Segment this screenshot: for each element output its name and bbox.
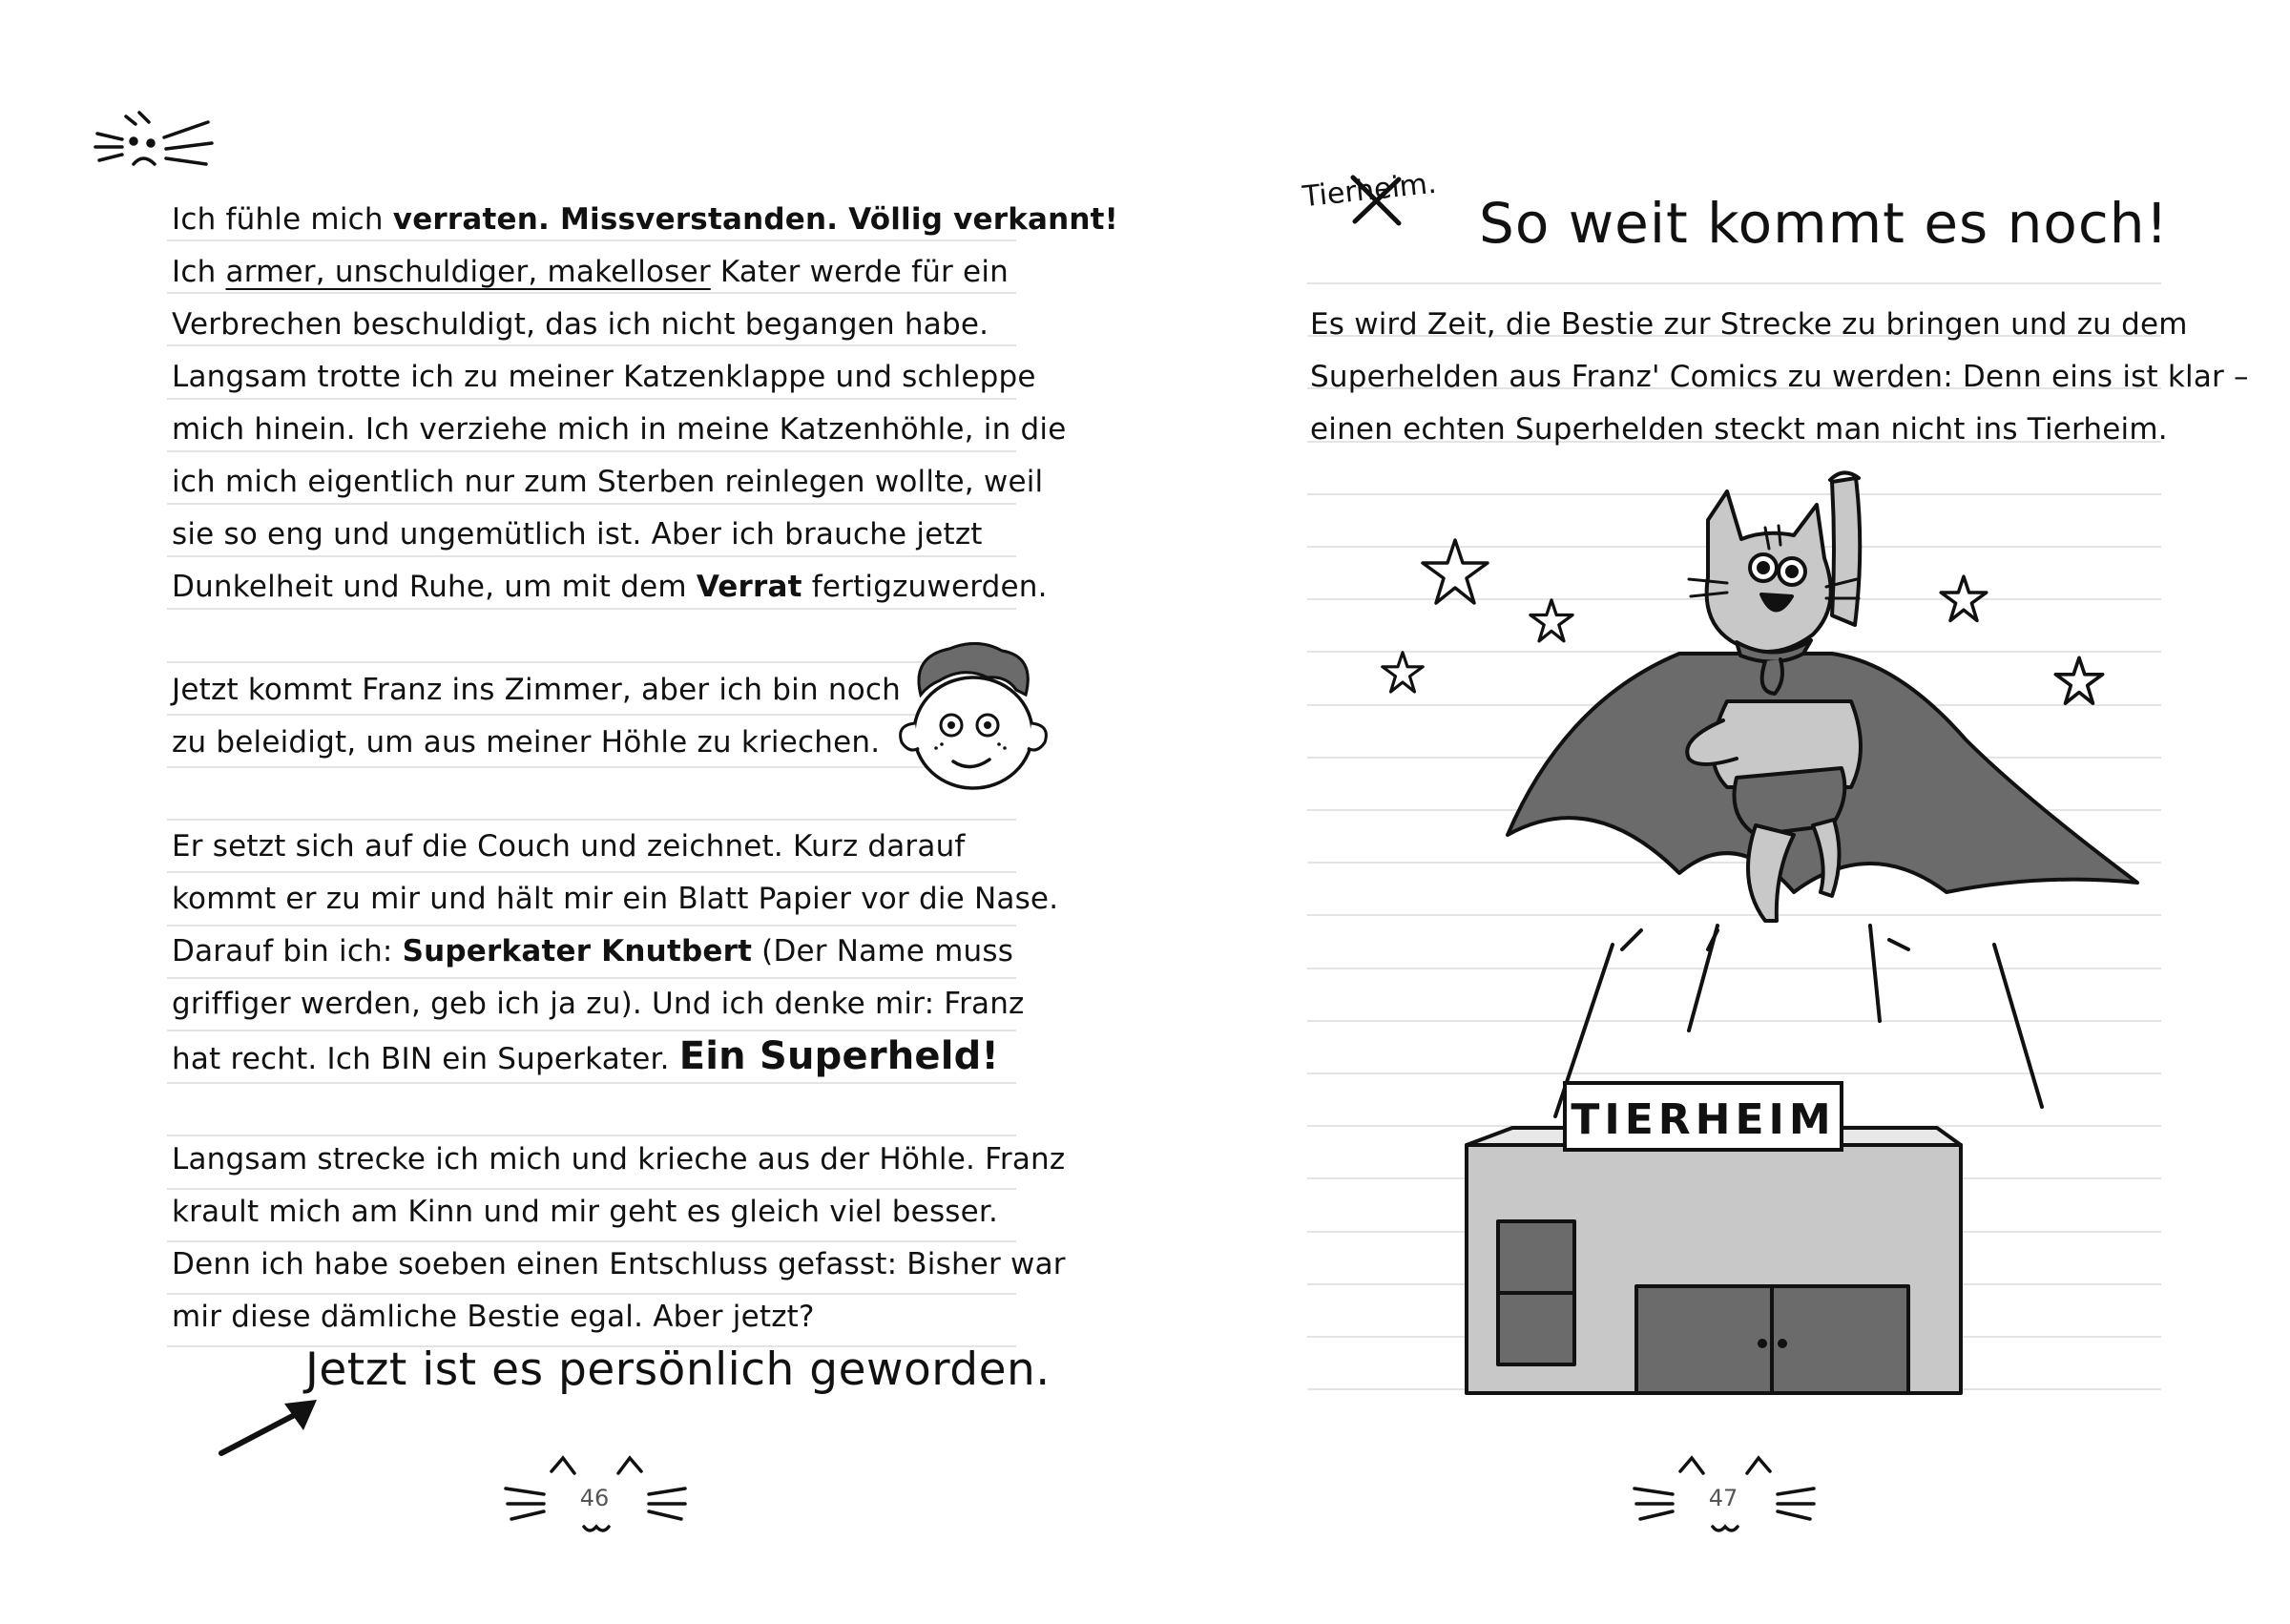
text-line [172, 410, 1066, 448]
ruled-line [167, 503, 1016, 505]
text-line [172, 827, 966, 865]
text-line [172, 515, 983, 553]
text-line [172, 1245, 1066, 1283]
text-line [1310, 410, 2168, 448]
arrow-icon [218, 1388, 323, 1465]
text-run: Es wird Zeit, die Bestie zur Strecke zu bringen und zu dem [1310, 307, 2188, 342]
right-page [1145, 0, 2290, 1624]
ruled-line [167, 239, 1016, 241]
ruled-line [167, 398, 1016, 400]
text-run: fertigzuwerden. [802, 570, 1048, 604]
text-run: sie so eng und ungemütlich ist. Aber ich brauche jetzt [172, 517, 983, 552]
text-line [172, 200, 1118, 239]
text-line [172, 305, 989, 344]
text-run: Darauf bin ich: [172, 934, 403, 968]
ruled-line [167, 450, 1016, 452]
ruled-line [167, 1293, 1016, 1295]
text-run: Kater werde für ein [710, 255, 1009, 289]
ruled-line [1307, 282, 2161, 284]
text-line [172, 671, 901, 709]
underlined-text: armer, unschuldiger, makelloser [225, 255, 711, 289]
superhero-cat-icon [1450, 472, 2137, 949]
grumpy-cat-face-icon [95, 105, 219, 200]
ruled-line [167, 925, 1016, 927]
text-line [172, 358, 1036, 396]
text-line [172, 253, 1009, 291]
text-run: ich mich eigentlich nur zum Sterben reinlegen wollte, weil [172, 465, 1044, 499]
ruled-line [167, 608, 1016, 610]
page-headline: So weit kommt es noch! [1479, 191, 2169, 256]
crossed-word: Tierheim. [1301, 166, 1439, 215]
text-line [172, 568, 1048, 606]
text-line [1310, 305, 2188, 344]
text-run: mir diese dämliche Bestie egal. Aber jetzt? [172, 1300, 815, 1334]
text-line [1310, 358, 2249, 396]
text-run: Superhelden aus Franz' Comics zu werden: Denn eins ist klar – [1310, 360, 2249, 394]
text-run: einen echten Superhelden steckt man nicht ins Tierheim. [1310, 412, 2168, 447]
text-line [172, 880, 1058, 918]
text-line [172, 932, 1013, 970]
text-run: zu beleidigt, um aus meiner Höhle zu kriechen. [172, 725, 881, 760]
text-run: Ich fühle mich [172, 202, 393, 237]
ruled-line [167, 1240, 1016, 1242]
text-line [172, 463, 1043, 501]
text-run: mich hinein. Ich verziehe mich in meine Katzenhöhle, in die [172, 412, 1067, 447]
ruled-line [167, 1135, 1016, 1136]
text-run: kommt er zu mir und hält mir ein Blatt Papier vor die Nase. [172, 882, 1059, 916]
text-run: Langsam strecke ich mich und krieche aus der Höhle. Franz [172, 1142, 1066, 1176]
ruled-line [167, 1030, 1016, 1031]
page-number: 47 [1708, 1485, 1738, 1511]
bold-text: verraten. Missverstanden. Völlig verkannt! [392, 202, 1119, 237]
text-run: Ich [172, 255, 226, 289]
ruled-line [167, 871, 1016, 873]
text-run: krault mich am Kinn und mir geht es gleich viel besser. [172, 1195, 999, 1229]
ruled-line [167, 1082, 1016, 1084]
text-line [172, 1193, 998, 1231]
text-line [172, 1298, 815, 1336]
text-line [172, 985, 1025, 1023]
emphasis-text: Ein Superheld! [678, 1034, 999, 1078]
text-run: hat recht. Ich BIN ein Superkater. [172, 1042, 679, 1076]
text-line [172, 723, 880, 761]
bold-text: Superkater Knutbert [402, 934, 753, 968]
text-run: griffiger werden, geb ich ja zu). Und ich denke mir: Franz [172, 987, 1025, 1021]
text-run: Dunkelheit und Ruhe, um mit dem [172, 570, 697, 604]
text-run: Verbrechen beschuldigt, das ich nicht begangen habe. [172, 307, 989, 342]
bold-text: Verrat [696, 570, 802, 604]
ruled-line [167, 555, 1016, 557]
text-line [172, 1034, 999, 1078]
building-sign: TIERHEIM [1571, 1095, 1836, 1144]
text-run: Er setzt sich auf die Couch und zeichnet. Kurz darauf [172, 829, 966, 864]
closing-line: Jetzt ist es persönlich geworden. [305, 1343, 1051, 1396]
ruled-line [167, 977, 1016, 979]
page-number: 46 [579, 1485, 610, 1511]
ruled-line [167, 344, 1016, 346]
ruled-line [167, 819, 1016, 821]
text-line [172, 1140, 1065, 1178]
text-run: Jetzt kommt Franz ins Zimmer, aber ich bin noch [172, 673, 901, 707]
franz-face-icon [883, 637, 1064, 800]
star-icon [1379, 649, 1426, 697]
ruled-line [167, 1188, 1016, 1190]
text-run: Langsam trotte ich zu meiner Katzenklappe und schleppe [172, 360, 1036, 394]
text-run: Denn ich habe soeben einen Entschluss gefasst: Bisher war [172, 1247, 1066, 1281]
ruled-line [167, 292, 1016, 294]
text-run: (Der Name muss [752, 934, 1014, 968]
cross-out-mark [1347, 172, 1405, 229]
